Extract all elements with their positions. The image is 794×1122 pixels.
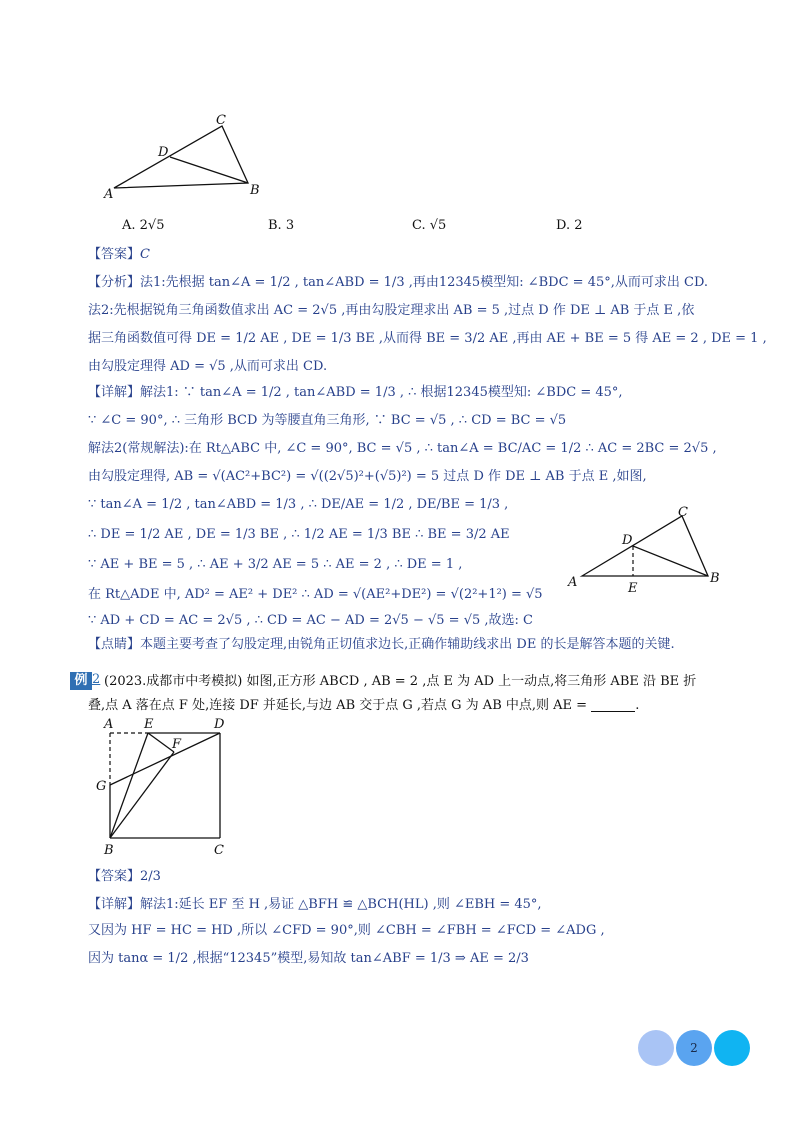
answer2-tag: 【答案】 [88, 869, 141, 884]
option-d[interactable]: D. 2 [556, 218, 583, 233]
review-tag: 【点睛】 [88, 637, 141, 652]
example-number: 2 [92, 672, 101, 687]
detail-line-7: ∵ AE + BE = 5 , ∴ AE + 3/2 AE = 5 ∴ AE = 2 , ∴ DE = 1 , [88, 557, 463, 572]
fig1-label-d: D [158, 145, 169, 160]
analysis-line-3: 据三角函数值可得 DE = 1/2 AE , DE = 1/3 BE ,从而得 BE = 3/2 AE ,再由 AE + BE = 5 得 AE = 2 , DE = 1 , [88, 331, 767, 346]
fig2-label-d: D [622, 533, 633, 548]
detail-line-4: 由勾股定理得, AB = √(AC²+BC²) = √((2√5)²+(√5)²) = 5 过点 D 作 DE ⊥ AB 于点 E ,如图, [88, 469, 647, 484]
detail2-text-1: 解法1:延长 EF 至 H ,易证 △BFH ≌ △BCH(HL) ,则 ∠EBH = 45°, [140, 897, 542, 912]
detail-line-5: ∵ tan∠A = 1/2 , tan∠ABD = 1/3 , ∴ DE/AE = 1/2 , DE/BE = 1/3 , [88, 497, 509, 512]
figure-square-fold [92, 714, 242, 859]
answer-1 [88, 246, 150, 264]
analysis-line-1 [88, 274, 708, 292]
fig3-label-a: A [104, 717, 114, 732]
detail-line-2: ∵ ∠C = 90°, ∴ 三角形 BCD 为等腰直角三角形, ∵ BC = √5 , ∴ CD = BC = √5 [88, 413, 567, 428]
answer-tag: 【答案】 [88, 247, 141, 262]
figure-triangle-abd [100, 110, 270, 205]
fig1-label-c: C [216, 113, 226, 128]
fig3-label-b: B [104, 843, 114, 858]
review-text: 本题主要考查了勾股定理,由锐角正切值求边长,正确作辅助线求出 DE 的长是解答本题的关键. [140, 637, 675, 652]
option-a[interactable]: A. 2√5 [122, 218, 165, 233]
detail2-tag: 【详解】 [88, 897, 141, 912]
option-b[interactable]: B. 3 [268, 218, 295, 233]
option-c[interactable]: C. √5 [412, 218, 447, 233]
detail2-line-2: 又因为 HF = HC = HD ,所以 ∠CFD = 90°,则 ∠CBH = ∠FBH = ∠FCD = ∠ADG , [88, 923, 605, 938]
example-text-2: 叠,点 A 落在点 F 处,连接 DF 并延长,与边 AB 交于点 G ,若点 G 为 AB 中点,则 AE = [88, 698, 588, 713]
fig3-label-d: D [214, 717, 225, 732]
page-number-badge [636, 1028, 754, 1068]
detail-tag: 【详解】 [88, 385, 141, 400]
review-line [88, 636, 675, 654]
detail2-line-1 [88, 896, 542, 914]
detail-line-8: 在 Rt△ADE 中, AD² = AE² + DE² ∴ AD = √(AE²+DE²) = √(2²+1²) = √5 [88, 587, 543, 602]
answer-blank[interactable] [591, 699, 635, 712]
answer2-value: 2/3 [140, 869, 161, 884]
detail-line-9: ∵ AD + CD = AC = 2√5 , ∴ CD = AC − AD = 2√5 − √5 = √5 ,故选: C [88, 613, 533, 628]
detail-line-6: ∴ DE = 1/2 AE , DE = 1/3 BE , ∴ 1/2 AE = 1/3 BE ∴ BE = 3/2 AE [88, 527, 510, 542]
analysis-line-4: 由勾股定理得 AD = √5 ,从而可求出 CD. [88, 359, 328, 374]
answer-2 [88, 868, 161, 886]
page-number: 2 [690, 1041, 698, 1055]
detail-text-1: 解法1: ∵ tan∠A = 1/2 , tan∠ABD = 1/3 , ∴ 根据12345模型知: ∠BDC = 45°, [140, 385, 623, 400]
figure-triangle-with-altitude [560, 500, 730, 600]
fig1-label-b: B [250, 183, 260, 198]
detail-line-3: 解法2(常规解法):在 Rt△ABC 中, ∠C = 90°, BC = √5 , ∴ tan∠A = BC/AC = 1/2 ∴ AC = 2BC = 2√5 , [88, 441, 717, 456]
fig2-label-a: A [568, 575, 578, 590]
analysis-line-2: 法2:先根据锐角三角函数值求出 AC = 2√5 ,再由勾股定理求出 AB = 5 ,过点 D 作 DE ⊥ AB 于点 E ,依 [88, 303, 695, 318]
example-badge: 例 [70, 672, 92, 690]
detail-line-1 [88, 384, 623, 402]
fig3-label-c: C [214, 843, 224, 858]
answer-value: C [140, 247, 150, 262]
analysis-tag: 【分析】 [88, 275, 141, 290]
fig3-label-e: E [144, 717, 154, 732]
example-line-2 [88, 697, 639, 715]
fig3-label-f: F [172, 737, 182, 752]
detail2-line-3: 因为 tanα = 1/2 ,根据“12345”模型,易知故 tan∠ABF = 1/3 ⇒ AE = 2/3 [88, 951, 529, 966]
fig3-label-g: G [96, 779, 107, 794]
example-line-end: . [635, 698, 640, 713]
example-line-1: (2023.成都市中考模拟) 如图,正方形 ABCD , AB = 2 ,点 E 为 AD 上一动点,将三角形 ABE 沿 BE 折 [104, 674, 697, 689]
fig2-label-c: C [678, 505, 688, 520]
fig2-label-e: E [628, 581, 638, 596]
fig2-label-b: B [710, 571, 720, 586]
fig1-label-a: A [104, 187, 114, 202]
analysis-text-1: 法1:先根据 tan∠A = 1/2 , tan∠ABD = 1/3 ,再由12345模型知: ∠BDC = 45°,从而可求出 CD. [140, 275, 709, 290]
